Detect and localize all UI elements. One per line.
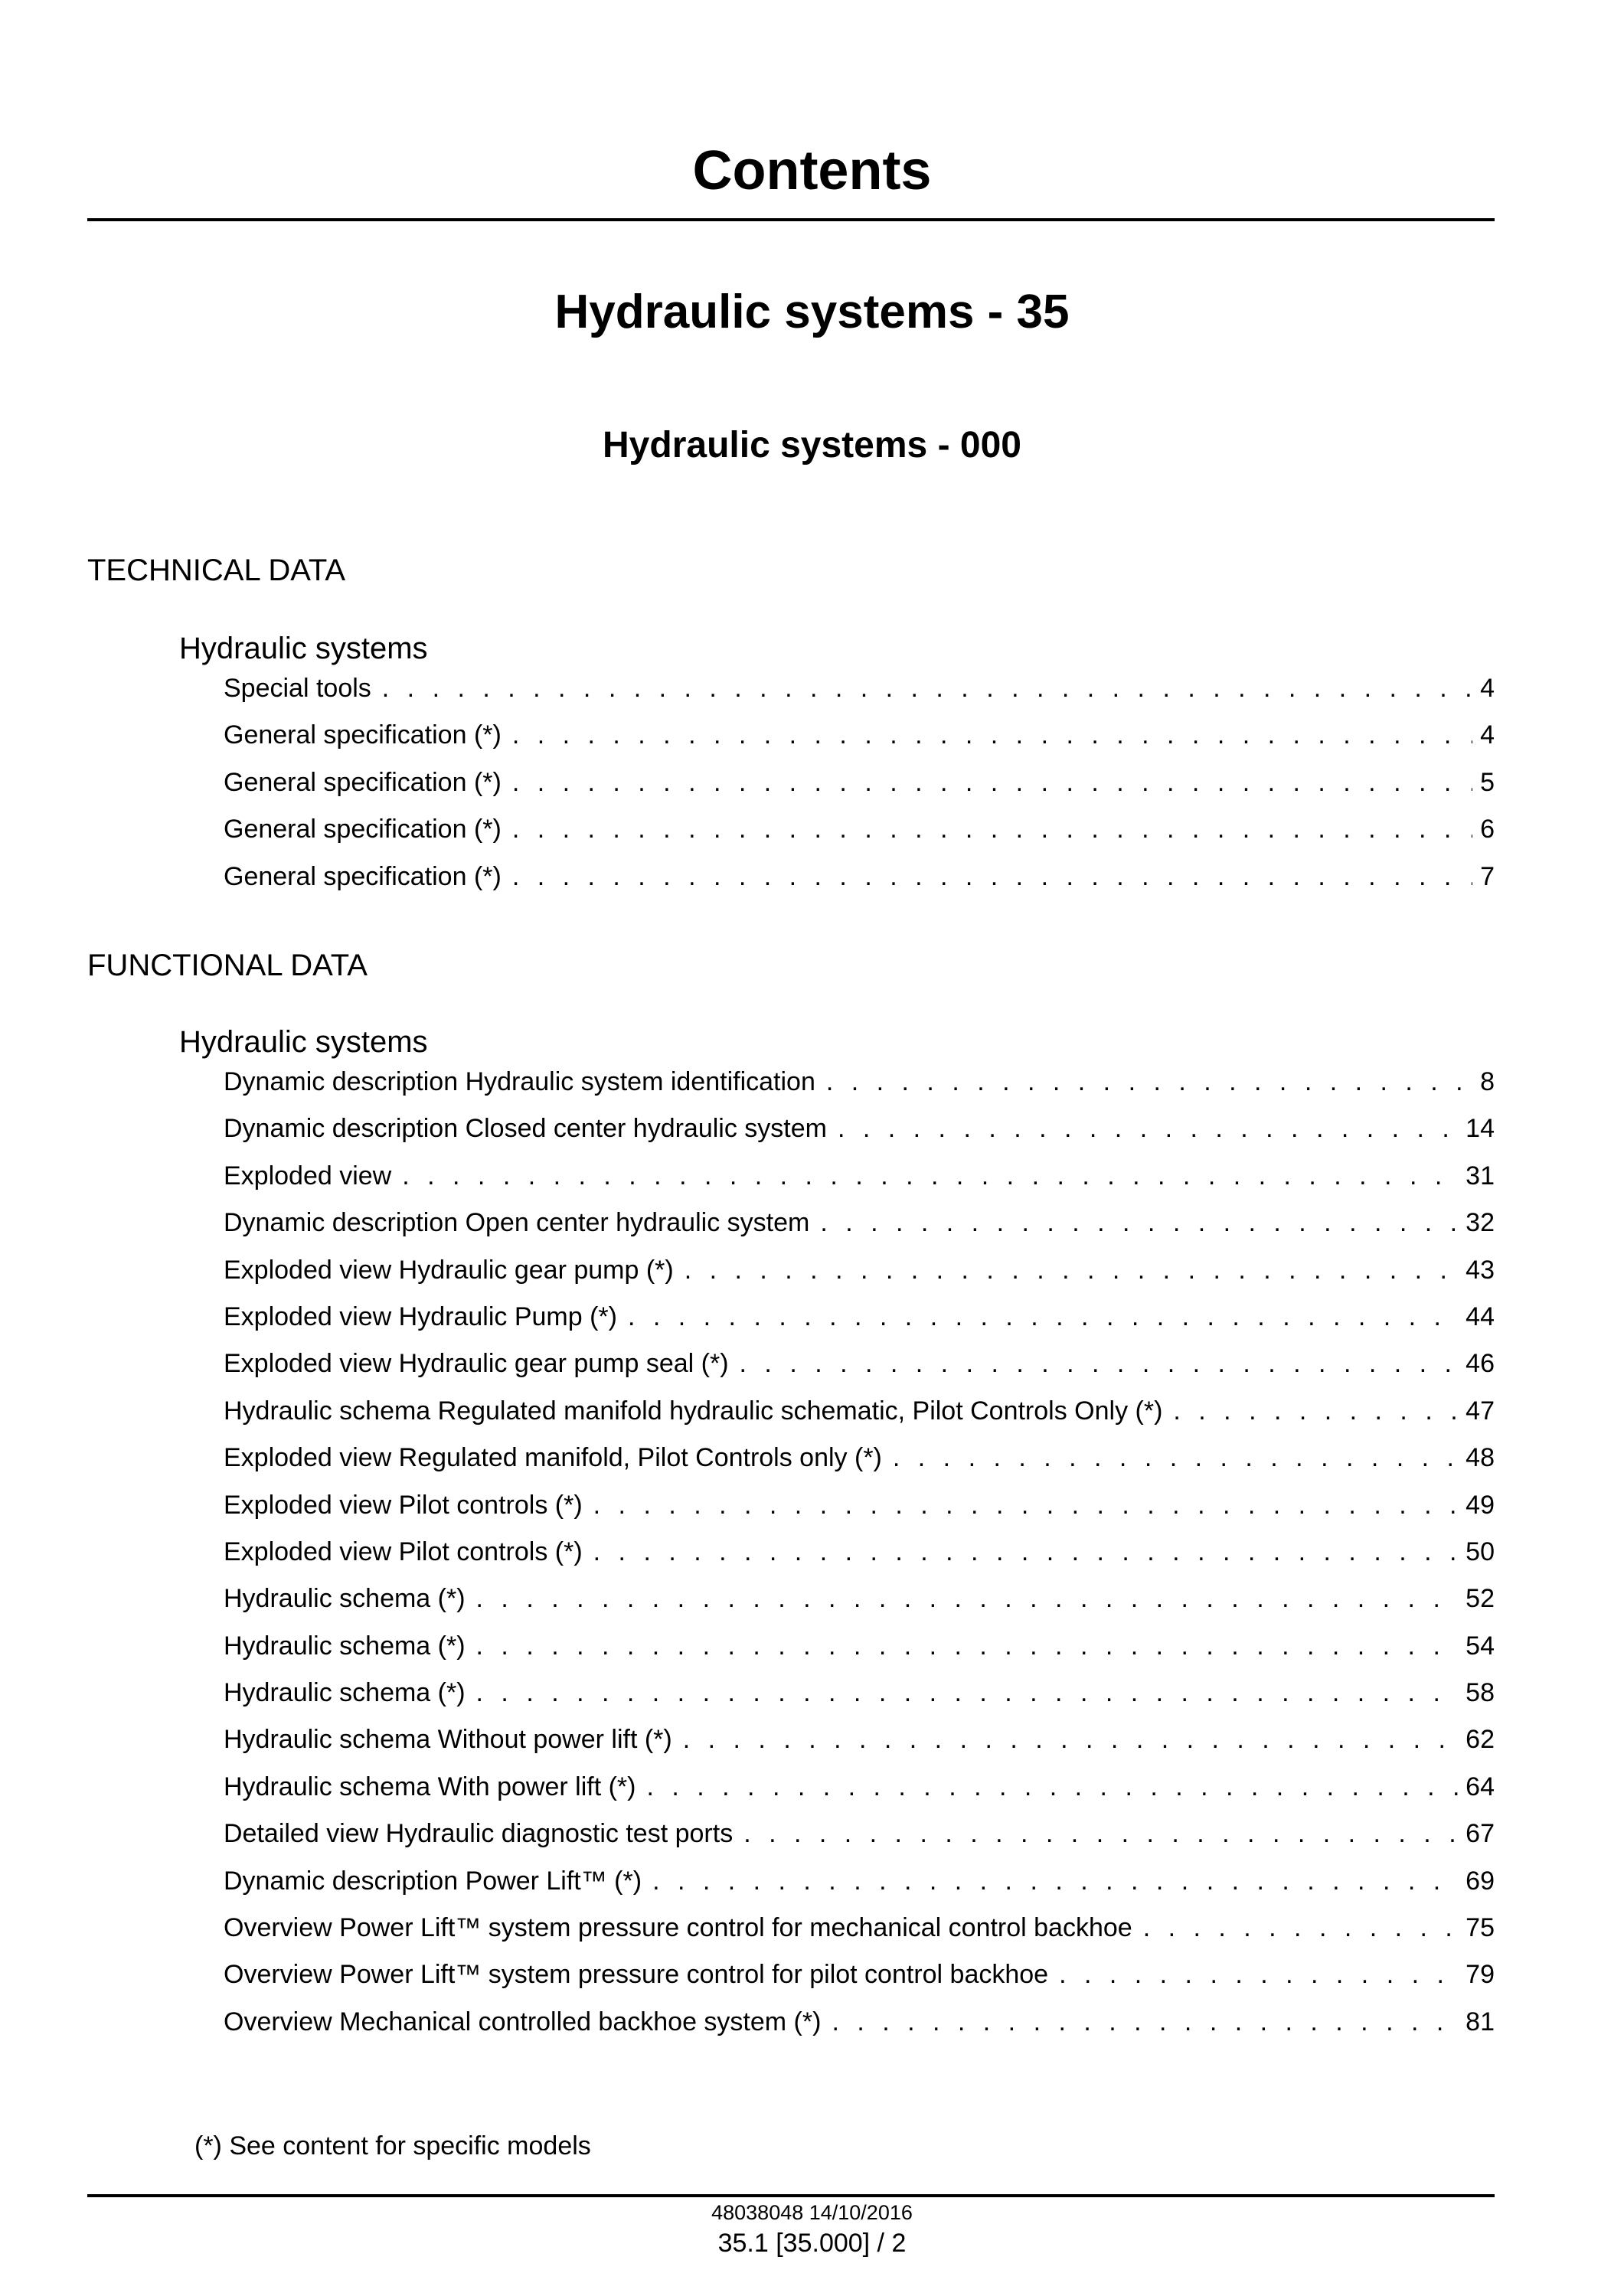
dot-leader (740, 1346, 1459, 1381)
toc-entry-label: Overview Power Lift™ system pressure control for pilot control backhoe (224, 1960, 1049, 1990)
toc-entry-page: 58 (1466, 1678, 1495, 1708)
footer-page-ref: 35.1 [35.000] / 2 (717, 2229, 907, 2258)
dot-leader (683, 1722, 1458, 1757)
dot-leader (593, 1534, 1459, 1569)
toc-entry[interactable] (224, 717, 1495, 764)
toc-entry-label: Overview Mechanical controlled backhoe system (*) (224, 2007, 822, 2036)
toc-entry[interactable] (224, 1205, 1495, 1252)
toc-entry-page: 8 (1480, 1067, 1495, 1096)
section-title: Hydraulic systems - 000 (603, 425, 1021, 465)
title-divider (87, 218, 1495, 221)
technical-data-subsection: Hydraulic systems (179, 632, 428, 665)
toc-entry[interactable] (224, 1534, 1495, 1581)
toc-entry-label: Hydraulic schema Without power lift (*) (224, 1725, 672, 1755)
dot-leader (646, 1769, 1458, 1804)
toc-entry-page: 5 (1480, 767, 1495, 797)
toc-entry[interactable] (224, 1863, 1495, 1910)
dot-leader (685, 1253, 1458, 1288)
dot-leader (512, 717, 1472, 753)
toc-entry-page: 49 (1466, 1490, 1495, 1520)
toc-entry-label: Exploded view Hydraulic gear pump seal (*) (224, 1349, 729, 1379)
dot-leader (838, 1111, 1458, 1146)
toc-entry[interactable] (224, 859, 1495, 906)
dot-leader (476, 1628, 1459, 1664)
toc-entry-label: Dynamic description Power Lift™ (*) (224, 1866, 642, 1896)
toc-entry[interactable] (224, 1675, 1495, 1722)
toc-entry[interactable] (224, 1910, 1495, 1957)
dot-leader (512, 859, 1472, 894)
footer-doc-id: 48038048 14/10/2016 (711, 2201, 913, 2224)
toc-entry-page: 75 (1466, 1913, 1495, 1943)
toc-entry-page: 6 (1480, 815, 1495, 844)
dot-leader (512, 765, 1472, 800)
toc-entry[interactable] (224, 1299, 1495, 1346)
toc-entry-page: 46 (1466, 1349, 1495, 1379)
toc-entry[interactable] (224, 2004, 1495, 2051)
toc-entry-page: 64 (1466, 1772, 1495, 1801)
toc-entry[interactable] (224, 1816, 1495, 1863)
dot-leader (1173, 1393, 1458, 1429)
toc-entry-page: 67 (1466, 1819, 1495, 1849)
dot-leader (628, 1299, 1458, 1334)
toc-entry-label: General specification (*) (224, 861, 502, 891)
toc-entry-label: Hydraulic schema Regulated manifold hydraulic schematic, Pilot Controls Only (*) (224, 1396, 1163, 1426)
toc-entry[interactable] (224, 765, 1495, 812)
toc-entry-page: 47 (1466, 1396, 1495, 1426)
dot-leader (743, 1816, 1458, 1851)
dot-leader (382, 671, 1472, 706)
toc-entry-label: Exploded view (224, 1161, 392, 1190)
toc-entry-page: 50 (1466, 1537, 1495, 1566)
toc-entry-label: General specification (*) (224, 767, 502, 797)
toc-entry-page: 54 (1466, 1631, 1495, 1661)
toc-entry-label: Dynamic description Closed center hydraulic system (224, 1114, 827, 1144)
toc-entry[interactable] (224, 1158, 1495, 1205)
dot-leader (593, 1488, 1459, 1523)
toc-entry-page: 79 (1466, 1960, 1495, 1990)
toc-entry[interactable] (224, 1111, 1495, 1158)
toc-entry-page: 48 (1466, 1443, 1495, 1473)
toc-entry-label: Exploded view Hydraulic gear pump (*) (224, 1255, 674, 1285)
toc-entry-label: Overview Power Lift™ system pressure control for mechanical control backhoe (224, 1913, 1132, 1943)
toc-entry[interactable] (224, 671, 1495, 717)
dot-leader (476, 1581, 1459, 1616)
technical-data-toc-list (224, 671, 1495, 906)
functional-data-toc-list (224, 1064, 1495, 2051)
footer-divider (87, 2194, 1495, 2197)
toc-entry-page: 14 (1466, 1114, 1495, 1144)
toc-entry-label: Exploded view Hydraulic Pump (*) (224, 1302, 617, 1331)
dot-leader (893, 1440, 1458, 1475)
dot-leader (652, 1863, 1458, 1899)
functional-data-heading: FUNCTIONAL DATA (87, 949, 368, 982)
toc-entry-label: Hydraulic schema (*) (224, 1631, 466, 1661)
toc-entry-page: 32 (1466, 1208, 1495, 1238)
technical-data-heading: TECHNICAL DATA (87, 554, 346, 587)
toc-entry-page: 7 (1480, 861, 1495, 891)
toc-entry-label: General specification (*) (224, 720, 502, 750)
toc-entry-label: Exploded view Regulated manifold, Pilot Controls only (*) (224, 1443, 882, 1473)
toc-entry[interactable] (224, 1769, 1495, 1816)
toc-entry-page: 43 (1466, 1255, 1495, 1285)
dot-leader (512, 812, 1472, 847)
dot-leader (476, 1675, 1459, 1710)
toc-entry-label: Special tools (224, 674, 371, 703)
dot-leader (402, 1158, 1458, 1194)
page-title: Contents (692, 140, 932, 201)
footnote: (*) See content for specific models (194, 2131, 591, 2160)
toc-entry[interactable] (224, 812, 1495, 858)
toc-entry-label: Dynamic description Open center hydraulic system (224, 1208, 810, 1238)
toc-entry-label: Hydraulic schema (*) (224, 1584, 466, 1614)
toc-entry[interactable] (224, 1628, 1495, 1675)
toc-entry-page: 52 (1466, 1584, 1495, 1614)
toc-entry-label: Dynamic description Hydraulic system identification (224, 1067, 815, 1096)
dot-leader (832, 2004, 1458, 2040)
toc-entry-page: 31 (1466, 1161, 1495, 1190)
toc-entry-page: 62 (1466, 1725, 1495, 1755)
toc-entry[interactable] (224, 1253, 1495, 1299)
toc-entry-label: General specification (*) (224, 815, 502, 844)
toc-entry-label: Hydraulic schema With power lift (*) (224, 1772, 636, 1801)
toc-entry-label: Exploded view Pilot controls (*) (224, 1537, 583, 1566)
toc-entry[interactable] (224, 1346, 1495, 1393)
functional-data-subsection: Hydraulic systems (179, 1025, 428, 1059)
toc-entry-page: 81 (1466, 2007, 1495, 2036)
dot-leader (826, 1064, 1472, 1099)
toc-entry-label: Hydraulic schema (*) (224, 1678, 466, 1708)
toc-entry[interactable] (224, 1957, 1495, 2004)
toc-entry[interactable] (224, 1722, 1495, 1769)
toc-entry[interactable] (224, 1488, 1495, 1534)
toc-entry[interactable] (224, 1064, 1495, 1111)
toc-entry-page: 44 (1466, 1302, 1495, 1331)
toc-entry[interactable] (224, 1393, 1495, 1440)
dot-leader (1143, 1910, 1458, 1945)
toc-entry[interactable] (224, 1440, 1495, 1487)
toc-entry-page: 69 (1466, 1866, 1495, 1896)
toc-entry-page: 4 (1480, 720, 1495, 750)
dot-leader (820, 1205, 1458, 1240)
toc-entry-label: Exploded view Pilot controls (*) (224, 1490, 583, 1520)
toc-entry-label: Detailed view Hydraulic diagnostic test ports (224, 1819, 734, 1849)
toc-entry[interactable] (224, 1581, 1495, 1628)
dot-leader (1059, 1957, 1458, 1992)
toc-entry-page: 4 (1480, 674, 1495, 703)
chapter-title: Hydraulic systems - 35 (554, 286, 1070, 338)
